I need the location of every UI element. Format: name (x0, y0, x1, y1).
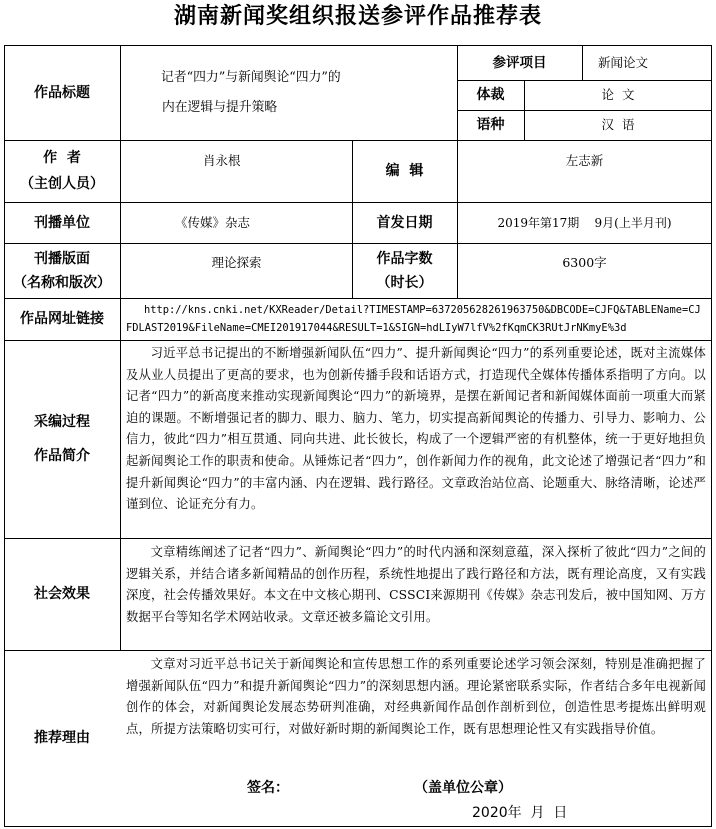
label-work-title: 作品标题 (34, 84, 90, 101)
label-category: 参评项目 (492, 54, 547, 71)
label-genre: 体裁 (476, 87, 505, 103)
work-title-line1: 记者“四力”与新闻舆论“四力”的 (161, 70, 341, 85)
label-first-date: 首发日期 (376, 214, 433, 231)
value-section: 理论探索 (211, 255, 262, 270)
label-reason: 推荐理由 (34, 730, 90, 746)
value-genre: 论 文 (601, 87, 635, 102)
label-author: 作 者 (43, 150, 81, 166)
label-editor: 编 辑 (385, 163, 424, 179)
label-social-effect: 社会效果 (34, 586, 90, 602)
value-word-count: 6300字 (562, 255, 607, 270)
social-effect-text: 文章精练阐述了记者“四力”、新闻舆论“四力”的时代内涵和深刻意蕴，深入探析了彼此“四力”之间的逻辑关系，并结合诸多新闻精品的创作历程，系统性地提出了践行路径和方法，既有理论高度，又有实践深度，社会传播效果好。本文在中文核心期刊、CSSCI来源期刊《传媒》杂志刊发后，被中国知网、万方数据平台等知名学术网站收录。文章还被多篇论文引用。 (126, 545, 706, 624)
value-category: 新闻论文 (598, 54, 649, 70)
value-publisher: 《传媒》杂志 (175, 214, 251, 230)
signature-label: 签名： (247, 780, 289, 796)
label-section: 刊播版面 (34, 250, 90, 267)
sign-date: 2020年 月 日 (472, 805, 568, 821)
label-process: 采编过程 (34, 414, 90, 430)
work-url-link[interactable]: http://kns.cnki.net/KXReader/Detail?TIMESTAMP=637205628261963750&DBCODE=CJFQ&TABLEName=CJFDLAST2019&FileName=CMEI201917044&RESULT=1&SIGN=hdLIyW7lfV%2fKqmCK3RUtJrNKmyE%3d (126, 304, 701, 334)
label-language: 语种 (476, 117, 505, 133)
label-section-sub: （名称和版次） (13, 274, 111, 291)
value-author: 肖永根 (203, 153, 241, 168)
seal-note: （盖单位公章） (414, 780, 512, 796)
label-word-count-sub: （时长） (376, 274, 433, 291)
label-word-count: 作品字数 (376, 250, 433, 267)
label-author-sub: （主创人员） (20, 176, 104, 192)
value-first-date: 2019年第17期 9月(上半月刊) (497, 215, 672, 230)
value-editor: 左志新 (565, 153, 604, 168)
work-title-line2: 内在逻辑与提升策略 (162, 100, 278, 115)
page-title: 湖南新闻奖组织报送参评作品推荐表 (173, 4, 542, 29)
label-url: 作品网址链接 (20, 311, 104, 327)
process-intro-text: 习近平总书记提出的不断增强新闻队伍“四力”、提升新闻舆论“四力”的系列重要论述，既对主流媒体及从业人员提出了更高的要求，也为创新传播手段和话语方式，打造现代全媒体传播体系指明了方向。以记者“四力”的新高度来推动实现新闻舆论“四力”的新境界，是摆在新闻记者和新闻媒体面前一项重大而紧迫的课题。不断增强记者的脚力、眼力、脑力、笔力，切实提高新闻舆论的传播力、引导力、影响力、公信力，彼此“四力”相互贯通、同向共进、此长彼长，构成了一个逻辑严密的有机整体，统一于更好地担负起新闻舆论工作的职责和使命。从锤炼记者“四力”，创作新闻力作的视角，此文论述了增强记者“四力”和提升新闻舆论“四力”的丰富内涵、内在逻辑、践行路径。文章政治站位高、论题重大、脉络清晰，论述严谨到位、论证充分有力。 (126, 346, 706, 512)
value-language: 汉 语 (601, 117, 635, 132)
reason-text: 文章对习近平总书记关于新闻舆论和宣传思想工作的系列重要论述学习领会深刻，特别是准确把握了增强新闻队伍“四力”和提升新闻舆论“四力”的深刻思想内涵。理论紧密联系实际，作者结合多年电视新闻创作的体会，对新闻舆论发展态势研判准确，对经典新闻作品创作剖析到位，创造性思考提炼出鲜明观点，所提方法策略切实可行，对做好新时期的新闻舆论工作，既有思想理论性又有实践指导价值。 (126, 657, 706, 736)
label-publisher: 刊播单位 (34, 214, 90, 231)
recommendation-form-table (4, 45, 712, 827)
label-process-sub: 作品简介 (34, 448, 90, 464)
